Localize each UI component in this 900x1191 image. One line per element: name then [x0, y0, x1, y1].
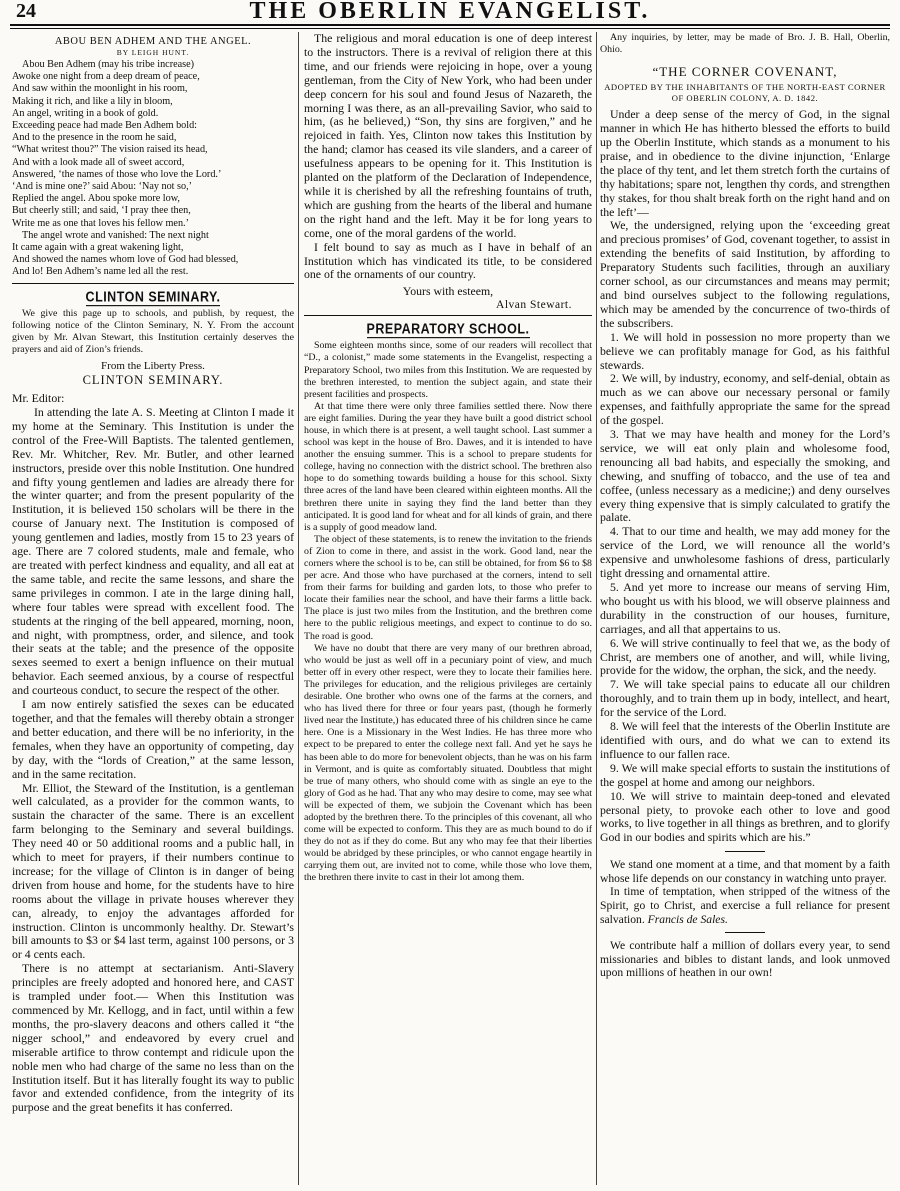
- article-paragraph: In attending the late A. S. Meeting at Clinton I made it my home at the Seminary. This Institution is under the control of the Free-Will Baptists. The talented gentlemen, Rev. Mr. Whitcher, Rev. Mr. Butler, and other learned instructors, preside over this noble Institution. One hundred and fifty young gentlemen and ladies are already there for the winter quarter; and from the present popularity of the Institution, it is believed 150 scholars will be there in the course of January next. The Institution is composed of young gentlemen and ladies, mostly from 15 to 23 years of age. There are 7 colored students, male and female, who are treated with perfect kindness and equality, and all eat at the same table, and recite the same lessons, and share the same privileges in common. I ate in the large dining hall, where four tables were spread with excellent food. The students at the ringing of the bell appeared, morning, noon, and night, with promptness, order, and silence, and took their seats at the table; and the presence of the opposite sexes seemed to exert a benign influence on their mutual behavior. Each seemed anxious, by a course of respectful and courteous conduct, to secure the respect of the other.: [12, 405, 294, 698]
- section-rule: [725, 932, 765, 933]
- covenant-preamble: We, the undersigned, relying upon the ‘exceeding great and precious promises’ of God, covenant together, to assist in extending the benefits of said Institution, by affording to Preparatory Students such facilities, through an auxiliary corner school, as our circumstances and means may permit; and bind ourselves subject to the following regulations, which may be amended by the concurrence of two-thirds of the subscribers.: [600, 218, 890, 330]
- poem-title: ABOU BEN ADHEM AND THE ANGEL.: [54, 36, 252, 47]
- quote-attribution: Francis de Sales.: [647, 912, 728, 926]
- covenant-item: 7. We will take special pains to educate all our children thoroughly, and to train them up in body, intellect, and heart, for the service of the Lord.: [600, 677, 890, 720]
- article-paragraph: I felt bound to say as much as I have in behalf of an Institution which has vindicated its title, to be considered one of the ornaments of our country.: [304, 239, 592, 282]
- covenant-item: 8. We will feel that the interests of the Oberlin Institute are identified with ours, and do what we can to extend its influence to our fallen race.: [600, 719, 890, 761]
- clinton-seminary-article: [12, 290, 294, 1116]
- article-paragraph: At that time there were only three families settled there. Now there are eight families. During the year they have built a good district school house, in which there is at present, a well taught school. Last summer a school was kept in the house of Bro. Dawes, and it is intended to have another the ensuing summer. This is a school to prepare students for college, having no connection with the district school. The brethren also hope to do something towards building a house for this school. Sixty three acres of the land have been cleared within eighteen months. All the brethren there unite in saying they find the land better than they anticipated. It is good land for wheat and for all kinds of grain, and there is a supply of good meadow land.: [304, 400, 592, 533]
- article-intro: We give this page up to schools, and publish, by request, the following notice of the Clinton Seminary, N. Y. From the account given by Mr. Alvan Stewart, this Institution certainly deserves the prayers and aid of Zion’s friends.: [12, 307, 294, 355]
- preparatory-school-continued: [600, 32, 890, 56]
- poem-line: Awoke one night from a deep dream of peace,: [12, 71, 200, 83]
- column-3: [600, 32, 890, 1185]
- covenant-item: 5. And yet more to increase our means of serving Him, who bought us with his blood, we will observe plainness and durability in the construction of our houses, furniture, carriages, and all that appertains to us.: [600, 580, 890, 636]
- masthead: [10, 0, 890, 22]
- poem-line: But cheerly still; and said, ‘I pray thee then,: [12, 205, 191, 217]
- column-2: [304, 32, 592, 1185]
- article-subtitle: CLINTON SEMINARY.: [82, 373, 224, 388]
- column-divider: [596, 32, 597, 1185]
- letter-greeting: Mr. Editor:: [12, 391, 65, 406]
- filler-paragraph: We contribute half a million of dollars every year, to send missionaries and bibles to distant lands, and look unmoved upon millions of heathen in our own!: [600, 939, 890, 980]
- article-paragraph: The object of these statements, is to renew the invitation to the friends of Zion to come in there, and assist in the work. Good land, near the corners where the school is to be, can still be obtained, for from $6 to $8 per acre. And those who have purchased at the corners, intend to sell from their farms for building and garden lots, to those who prefer to locate their families near the school, and have their farms a little back. The place is just two miles from the Institution, and the brethren come here to the public religious meetings, and expect to continue to do so. The road is good.: [304, 533, 592, 642]
- poem-line: And showed the names whom love of God had blessed,: [12, 254, 239, 266]
- filler-paragraph: We stand one moment at a time, and that moment by a faith whose life depends on our constancy in watching unto prayer.: [600, 858, 890, 885]
- article-paragraph: Mr. Elliot, the Steward of the Institution, is a gentleman well calculated, as a provider for the common wants, to sustain the character of the same. There is an excellent farm belonging to the Seminary and several buildings. They need 40 or 50 additional rooms and a public hall, in which to meet for prayers, if their numbers continue to increase; for the village of Clinton is in danger of being driven from house and home, for the students have to hire rooms about the village in private houses wherever they can, already, to enjoy the advantages afforded for instruction. Clinton is uncommonly healthy. Dr. Stewart’s bill amounts to $3 or $4 last term, against 100 persons, or 3 or 4 cents each.: [12, 780, 294, 962]
- preparatory-school-article: [304, 322, 592, 884]
- covenant-preamble: Under a deep sense of the mercy of God, in the signal manner in which He has hitherto blessed the efforts to build up the Oberlin Institute, which stands as a monument to his praise, and in obedience to the divine injunction, ‘Enlarge the place of thy tent, and let them stretch forth the curtains of thy habitations; spare not, lengthen thy cords, and strengthen thy stakes, for thou shalt break forth on the right hand and on the left’—: [600, 107, 890, 219]
- section-rule: [304, 315, 592, 316]
- covenant-item: 10. We will strive to maintain deep-toned and elevated personal piety, to provoke each other to love and good works, to live together in all things as brethren, and to glorify God in our bodies and spirits which are his.”: [600, 788, 890, 845]
- poem-line: An angel, writing in a book of gold.: [12, 107, 159, 119]
- covenant-subtitle: ADOPTED BY THE INHABITANTS OF THE NORTH-EAST CORNER OF OBERLIN COLONY, A. D. 1842.: [604, 82, 886, 104]
- covenant-title: “THE CORNER COVENANT,: [652, 64, 838, 80]
- page-number: 24: [16, 0, 36, 22]
- article-paragraph: Any inquiries, by letter, may be made of Bro. J. B. Hall, Oberlin, Ohio.: [600, 32, 890, 56]
- poem-line: The angel wrote and vanished: The next night: [22, 229, 209, 241]
- poem-line: ‘And is mine one?’ said Abou: ‘Nay not so,’: [12, 181, 193, 193]
- poem-line: Exceeding peace had made Ben Adhem bold:: [12, 120, 198, 132]
- poem-line: “What writest thou?” The vision raised its head,: [12, 144, 208, 156]
- poem-line: Making it rich, and like a lily in bloom,: [12, 95, 173, 107]
- column-divider: [298, 32, 299, 1185]
- poem-line: It came again with a great wakening light,: [12, 242, 184, 254]
- letter-closing: Yours with esteem,: [402, 284, 494, 299]
- covenant-item: 4. That to our time and health, we may add money for the service of the Lord, we will renounce all the world’s expensive and unwholesome fashions of dress, particularly tight dressing and ornamental attire.: [600, 524, 890, 581]
- poem-line: And lo! Ben Adhem’s name led all the rest.: [12, 266, 189, 278]
- masthead-rule: [10, 24, 890, 29]
- article-paragraph: We have no doubt that there are very many of our brethren abroad, who would be just as well off in a pecuniary point of view, and much better off in every other respect, were they to locate their families here. The privileges for education, and the religious privileges are certainly desirable. One brother who owns one of the farms at the corners, and who has lived there for three or four years past, (though he formerly lived near the Institute,) has educated three of his children since he came here. One is a Missionary in the West Indies. He has three more who expect to be prepared to enter the college next fall. And yet he says he has been able to do more for benevolent objects, than he was on his farm in Vermont, and is quite as comfortably situated. Doubtless that might be true of many others, who should come with as single an eye to the glory of God as he had. That any who may desire to come, may see what will be expected of them, we subjoin the Covenant which has been adopted by the brethren there. To the principles of this covenant, all who come will be expected to conform. This they are as much bound to do if they do not as if they do come. But any who may fee that their liberties would be abridged by these principles, or who cannot engage heartily in carrying them out, are invited not to come, while those who love them, the brethren there invite to cast in their lot among them.: [304, 642, 592, 884]
- article-headline: CLINTON SEMINARY.: [85, 288, 221, 305]
- article-source: From the Liberty Press.: [101, 360, 205, 373]
- poem-line: Abou Ben Adhem (may his tribe increase): [22, 59, 195, 70]
- letter-signature: Alvan Stewart.: [496, 299, 572, 312]
- poem-line: Answered, ‘the names of those who love the Lord.’: [12, 168, 222, 180]
- covenant-item: 9. We will make special efforts to sustain the institutions of the gospel at home and among our neighbors.: [600, 760, 890, 789]
- article-paragraph: There is no attempt at sectarianism. Anti-Slavery principles are freely adopted and honored here, and CAST is trampled under foot.— When this Institution was commenced by Mr. Kellogg, and in fact, until within a few months, the pro-slavery deacons and others called it “the nigger school,” and endeavored by every cruel and miserable artifice to throw contempt and ridicule upon the noble men who had charge of the same no less than on the Institution itself. But it has literally fought its way to public favor and extended confidence, from the integrity of its purpose and the great benefits it has conferred.: [12, 961, 294, 1115]
- poem-line: Write me as one that loves his fellow men.’: [12, 217, 189, 229]
- column-1: [12, 32, 294, 1185]
- poem-line: And saw within the moonlight in his room,: [12, 83, 188, 95]
- poem-author: BY LEIGH HUNT.: [116, 48, 190, 57]
- covenant-item: 6. We will strive continually to feel that we, as the body of Christ, are members one of another, and will, while living, provide for the widow, the orphan, the sick, and the needy.: [600, 635, 890, 678]
- covenant-item: 2. We will, by industry, economy, and self-denial, obtain as much as we can above our necessary personal or family expenses, and faithfully appropriate the same for the spread of the gospel.: [600, 371, 890, 428]
- article-paragraph: The religious and moral education is one of deep interest to the instructors. There is a revival of religion there at this time, and our friends were rejoicing in hope, over a young gentleman, from the City of New York, who had been under deep concern for his soul and found Jesus of Nazareth, the morning I was there, as an all-prevailing Savior, who said to him, (as he believed,) “Son, thy sins are forgiven,” and he rejoiced in faith. Yes, Clinton now takes this Institution by the hand; clamor has ceased its vile slanders, and a career of usefulness appears to be opening for it. This Institution is planted on the platform of the Declaration of Independence, while it is cherished by all the refreshing fountains of truth, which are gushing from the hearts of the liberal and humane on the right hand and the left. May it be for long years to come, one of the moral gardens of the world.: [304, 32, 592, 240]
- poem-line: And to the presence in the room he said,: [12, 132, 177, 144]
- section-rule: [725, 851, 765, 852]
- article-paragraph: Some eighteen months since, some of our readers will recollect that “D., a colonist,” made some statements in the Evangelist, respecting a Preparatory School, two miles from this Institution. We are requested by the brethren interested, to mention the subject again, and state their present facilities and prospects.: [304, 340, 592, 400]
- section-rule: [12, 283, 294, 284]
- corner-covenant: [600, 64, 890, 845]
- covenant-item: 3. That we may have health and money for the Lord’s service, we will eat only plain and wholesome food, renouncing all bad habits, and especially the smoking, and chewing, and snuffing of tobacco, and the use of tea and coffee, (unless necessary as a medicine;) and deny ourselves every thing expensive that is simply calculated to gratify the palate.: [600, 427, 890, 525]
- article-paragraph: I am now entirely satisfied the sexes can be educated together, and that the females will thereby obtain a stronger and better education, and there will be no inferiority, in the females, when they have an opportunity of competing, day by day, with the “lords of Creation,” at the same lesson, and in the same recitation.: [12, 697, 294, 781]
- clinton-seminary-continued: [304, 32, 592, 311]
- poem: [12, 36, 294, 279]
- poem-line: And with a look made all of sweet accord,: [12, 156, 185, 168]
- covenant-item: 1. We will hold in possession no more property than we believe we can profitably manage for God, as his faithful stewards.: [600, 329, 890, 372]
- newspaper-title: THE OBERLIN EVANGELIST.: [249, 0, 651, 24]
- article-headline: PREPARATORY SCHOOL.: [366, 321, 530, 338]
- filler-paragraph: In time of temptation, when stripped of the witness of the Spirit, go to Christ, and exercise a full reliance for present salvation. Francis de Sales.: [600, 885, 890, 926]
- poem-line: Replied the angel. Abou spoke more low,: [12, 193, 180, 205]
